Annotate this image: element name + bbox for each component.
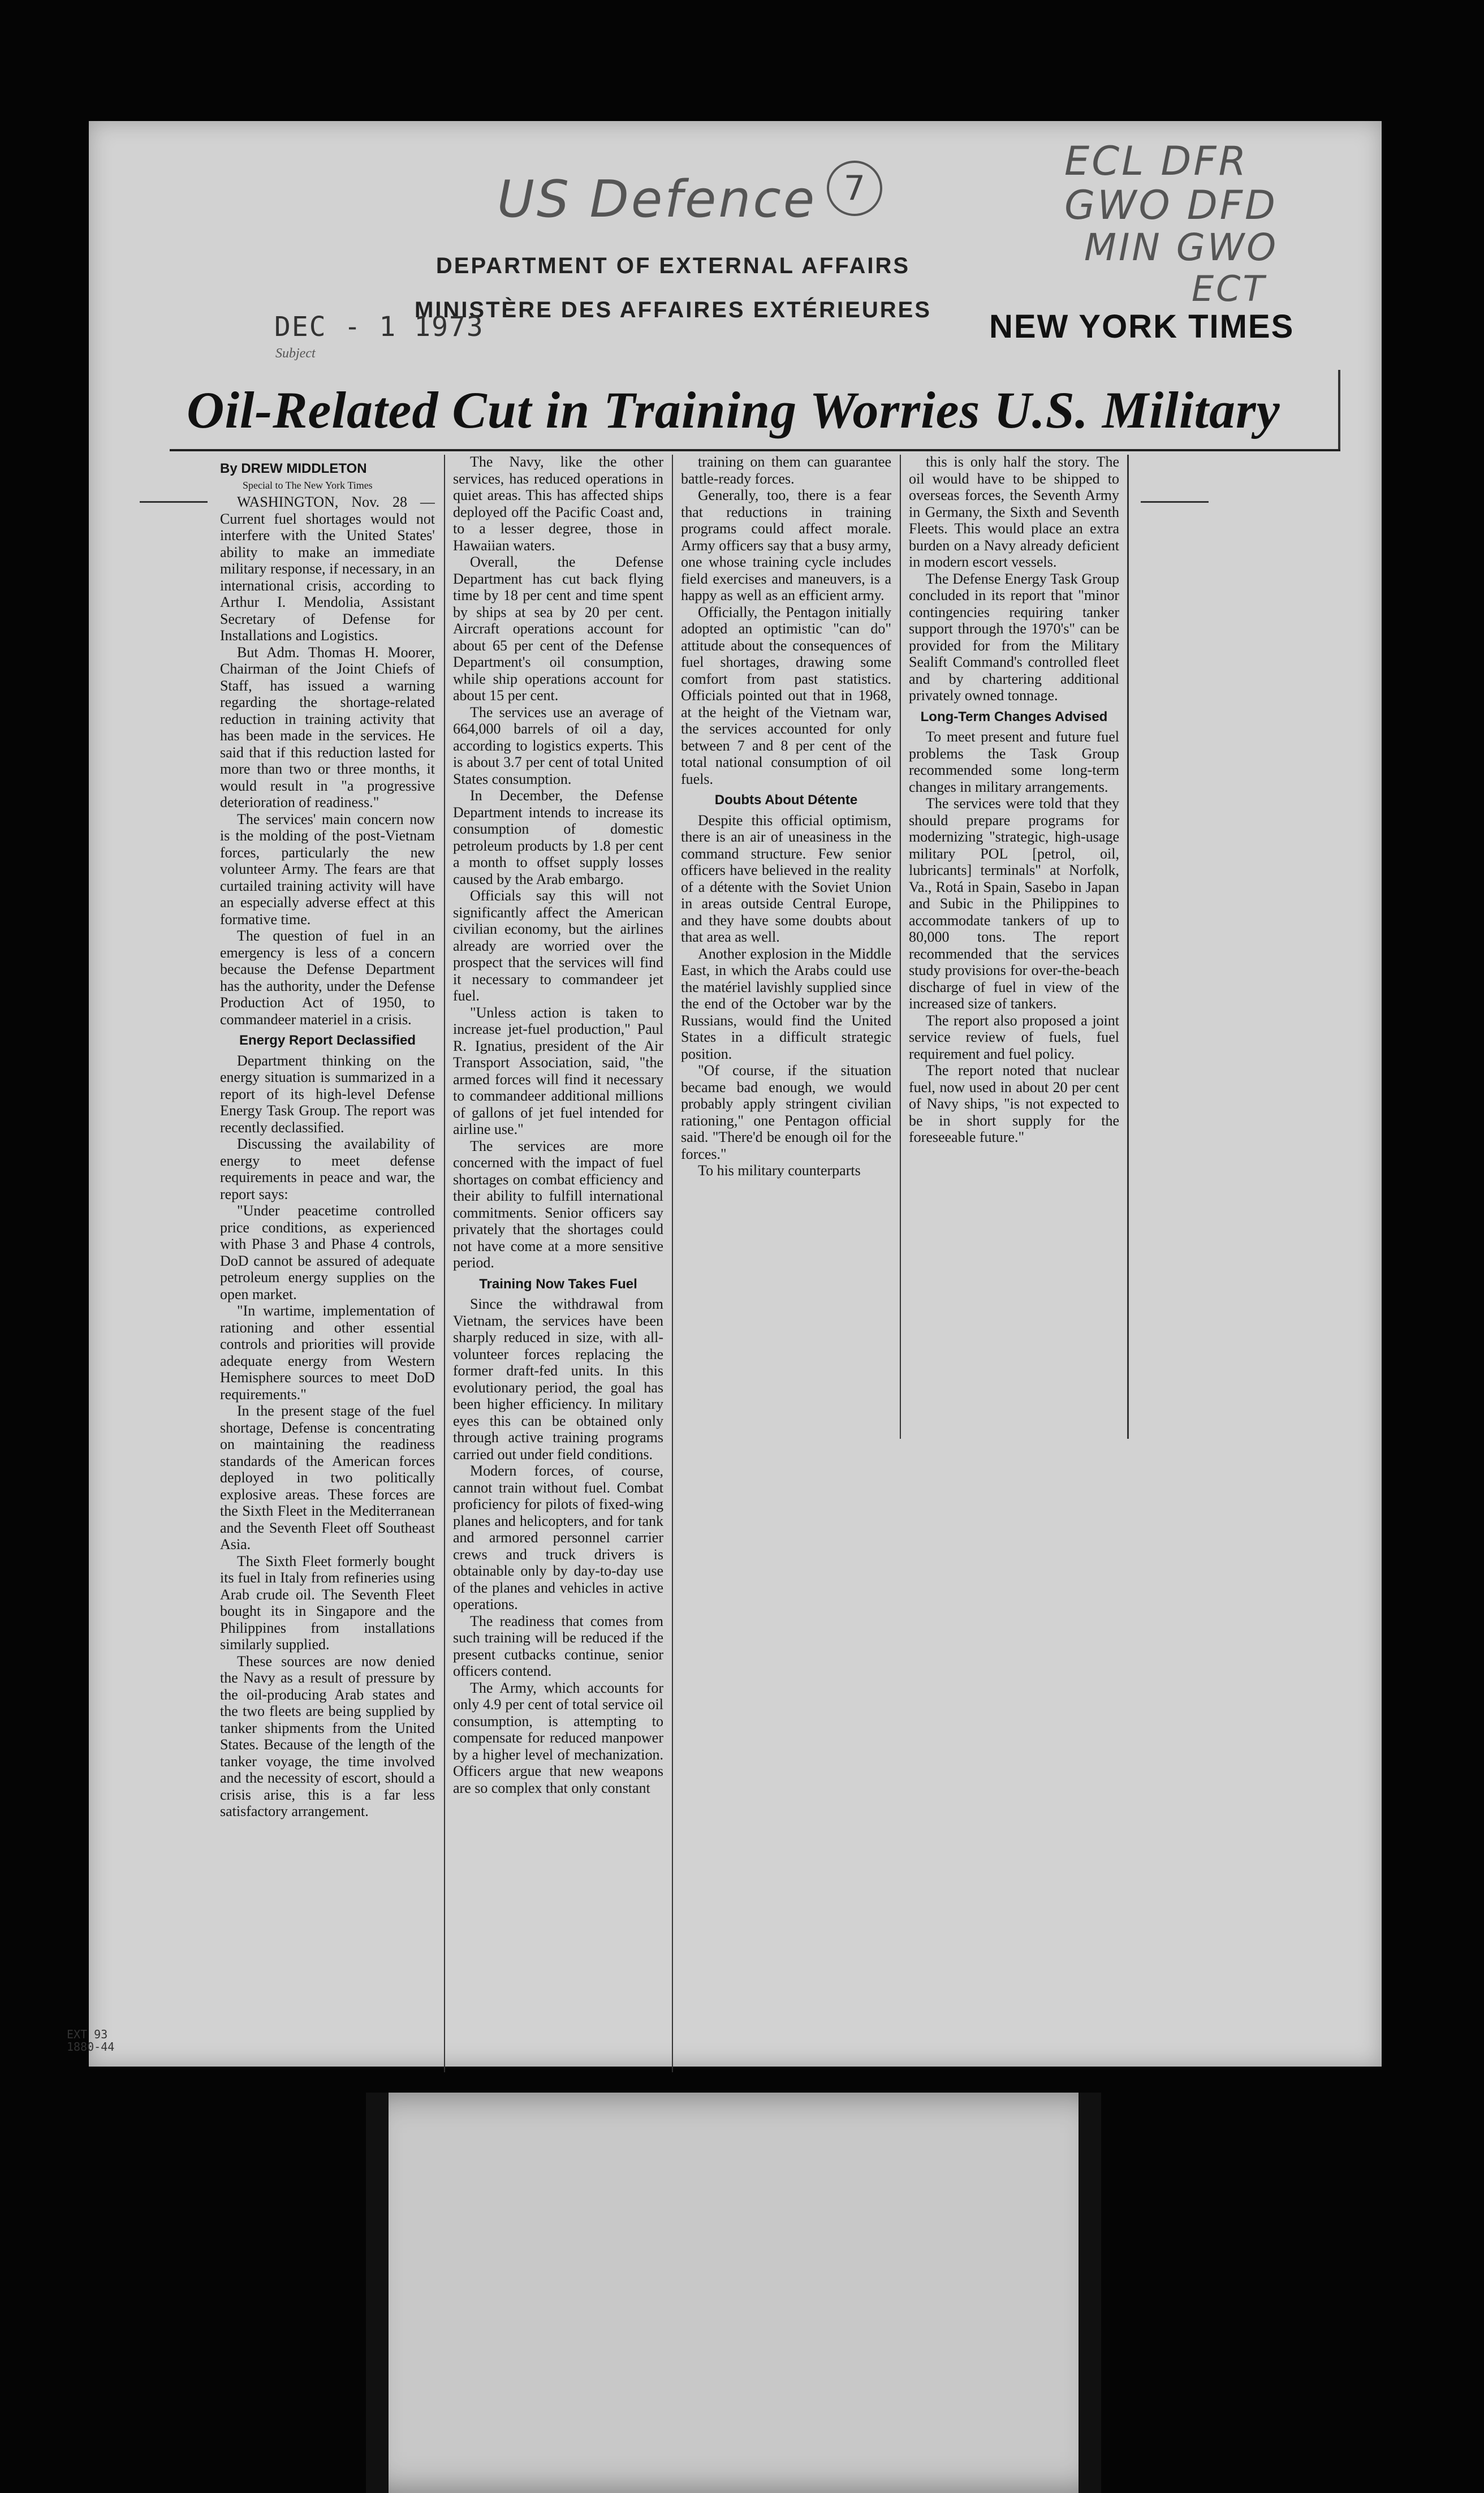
subheading-energy-report: Energy Report Declassified xyxy=(239,1033,416,1048)
headline-right-rule xyxy=(1338,370,1340,449)
article-paragraph: The services' main concern now is the molding of the post-Vietnam forces, particularly the new volunteer Army. The fears are that curtailed training activity will have an especially adverse effect at this formative time. xyxy=(220,810,435,928)
article-column-4 xyxy=(909,454,1119,1435)
backing-sheet xyxy=(366,2093,1101,2493)
column-4-paragraphs xyxy=(909,454,1119,704)
routing-note-3: MIN GWO xyxy=(1084,226,1279,269)
handwritten-subject: US Defence xyxy=(497,170,817,229)
form-code: EXT 93 1880-44 xyxy=(67,2028,115,2054)
article-paragraph: Overall, the Defense Department has cut back flying time by 18 per cent and time spent by ships at sea by 20 per cent. Aircraft operations account for about 65 per cent of the Defense Department's oil consumption, while ship operations account for about 15 per cent. xyxy=(453,554,663,704)
department-french: MINISTÈRE DES AFFAIRES EXTÉRIEURES xyxy=(415,297,931,322)
margin-mark-right xyxy=(1141,501,1209,503)
article-paragraph: Officially, the Pentagon initially adopted an optimistic "can do" attitude about the consequences of fuel shortages, drawing some comfort from past statistics. Officials pointed out that in 1968, at the height of the Vietnam war, the services accounted for only between 7 and 8 per cent of the total national consumption of oil fuels. xyxy=(681,603,891,787)
backing-edge-left xyxy=(366,2093,389,2493)
article-paragraph: Despite this official optimism, there is an air of uneasiness in the command structure. Few senior officers have believed in the reality of a détente with the Soviet Union in areas outside Central Europe, and they have some doubts about that area as well. xyxy=(681,812,891,945)
article-paragraph: "Under peacetime controlled price conditions, as experienced with Phase 3 and Phase 4 controls, DoD cannot be assured of adequate petroleum energy supplies on the open market. xyxy=(220,1202,435,1302)
column-rule-2 xyxy=(672,455,673,2072)
article-column-2 xyxy=(453,454,663,2088)
headline: Oil-Related Cut in Training Worries U.S. Military xyxy=(187,381,1280,439)
article-paragraph: "Of course, if the situation became bad enough, we would probably apply stringent civilian rationing," one Pentagon official said. "There'd be enough oil for the forces." xyxy=(681,1062,891,1162)
column-rule-1 xyxy=(444,455,445,2072)
department-english: DEPARTMENT OF EXTERNAL AFFAIRS xyxy=(435,253,911,278)
article-paragraph: "Unless action is taken to increase jet-fuel production," Paul R. Ignatius, president of the Air Transport Association, said, "the armed forces will find it necessary to commandeer additional millions of gallons of jet fuel intended for airline use." xyxy=(453,1004,663,1137)
article-paragraph: In the present stage of the fuel shortage, Defense is concentrating on maintaining the readiness standards of the American forces deployed in two politically explosive areas. These forces are the Sixth Fleet in the Mediterranean and the Seventh Fleet off Southeast Asia. xyxy=(220,1403,435,1552)
column-3b-paragraphs xyxy=(681,812,891,1179)
article-column-1 xyxy=(220,460,435,2067)
article-paragraph: The Defense Energy Task Group concluded in its report that "minor contingencies requiring tanker support through the 1970's" can be provided for from the Military Sealift Command's controlled fleet and by chartering additional privately owned tonnage. xyxy=(909,570,1119,704)
subject-label: Subject xyxy=(275,346,316,361)
byline: By DREW MIDDLETON xyxy=(220,461,367,476)
article-paragraph: The services were told that they should prepare programs for modernizing "strategic, high-usage military POL [petrol, oil, lubricants] terminals" at Norfolk, Va., Rotá in Spain, Sasebo in Japan and Subic in the Philippines to accommodate tankers of up to 80,000 tons. The report recommended that the services study provisions for over-the-beach discharge of fuel in view of the increased size of tankers. xyxy=(909,795,1119,1012)
article-column-3 xyxy=(681,454,891,1432)
article-paragraph: Since the withdrawal from Vietnam, the services have been sharply reduced in size, with all-volunteer forces replacing the former draft-fed units. In this evolutionary period, the goal has been higher efficiency. In military eyes this can be obtained only through active training programs carried out under field conditions. xyxy=(453,1296,663,1463)
article-paragraph: Generally, too, there is a fear that reductions in training programs could affect morale. Army officers say that a busy army, one whose training cycle includes field exercises and maneuvers, is a happy as well as an efficient army. xyxy=(681,487,891,603)
column-1-paragraphs xyxy=(220,494,435,1028)
article-paragraph: The Army, which accounts for only 4.9 per cent of total service oil consumption, is attempting to compensate for reduced manpower by a higher level of mechanization. Officers argue that new weapons are so complex that only constant xyxy=(453,1679,663,1796)
article-paragraph: The readiness that comes from such training will be reduced if the present cutbacks continue, senior officers contend. xyxy=(453,1612,663,1679)
article-paragraph: Modern forces, of course, cannot train without fuel. Combat proficiency for pilots of fixed-wing planes and helicopters, and for tank and armored personnel carrier crews and truck drivers is obtainable only by day-to-day use of the planes and vehicles in active operations. xyxy=(453,1463,663,1612)
circled-number xyxy=(827,161,882,216)
column-rule-3 xyxy=(900,455,901,1439)
article-paragraph: But Adm. Thomas H. Moorer, Chairman of the Joint Chiefs of Staff, has issued a warning regarding the shortage-related reduction in training activity that has been made in the services. He said that if this reduction lasted for more than two or three months, it would result in "a progressive deterioration of readiness." xyxy=(220,644,435,810)
article-paragraph: The report noted that nuclear fuel, now used in about 20 per cent of Navy ships, "is not expected to be in short supply for the foreseeable future." xyxy=(909,1062,1119,1145)
column-2-paragraphs xyxy=(453,454,663,1271)
article-paragraph: this is only half the story. The oil would have to be shipped to overseas forces, the Seventh Army in Germany, the Sixth and Seventh Fleets. This would place an extra burden on a Navy already deficient in modern escort vessels. xyxy=(909,454,1119,570)
article-paragraph: To meet present and future fuel problems the Task Group recommended some long-term changes in military arrangements. xyxy=(909,728,1119,795)
circled-number-text: 7 xyxy=(843,169,866,208)
subheading-long-term: Long-Term Changes Advised xyxy=(920,709,1108,724)
routing-note-4: ECT xyxy=(1192,268,1267,309)
newspaper-source: NEW YORK TIMES xyxy=(989,308,1295,345)
article-paragraph: "In wartime, implementation of rationing and other essential controls and priorities will provide adequate energy from Western Hemisphere sources to meet DoD requirements." xyxy=(220,1302,435,1403)
headline-box xyxy=(170,370,1340,451)
subheading-detente: Doubts About Détente xyxy=(714,792,858,808)
backing-edge-right xyxy=(1079,2093,1101,2493)
byline-credit: Special to The New York Times xyxy=(243,479,373,491)
article-paragraph: The Sixth Fleet formerly bought its fuel in Italy from refineries using Arab crude oil. The Seventh Fleet bought its in Singapore and the Philippines from installations similarly supplied. xyxy=(220,1552,435,1653)
article-paragraph: Discussing the availability of energy to meet defense requirements in peace and war, the report says: xyxy=(220,1136,435,1202)
column-4b-paragraphs xyxy=(909,728,1119,1146)
article-paragraph: Officials say this will not significantly affect the American civilian economy, but the airlines already are worried over the prospect that the services will find it necessary to commandeer jet fuel. xyxy=(453,887,663,1004)
column-2b-paragraphs xyxy=(453,1296,663,1796)
routing-note-1: ECL DFR xyxy=(1064,138,1249,184)
article-paragraph: To his military counterparts xyxy=(698,1162,861,1179)
article-paragraph: WASHINGTON, Nov. 28 — Current fuel shortages would not interfere with the United States' ability to make an immediate military response, if necessary, in an international crisis, according to Arthur I. Mendolia, Assistant Secretary of Defense for Installations and Logistics. xyxy=(220,494,435,644)
column-1b-paragraphs xyxy=(220,1053,435,1820)
article-paragraph: The services are more concerned with the impact of fuel shortages on combat efficiency and their ability to fulfill international commitments. Senior officers say privately that the shortages could not have come at a more sensitive period. xyxy=(453,1137,663,1271)
article-paragraph: The Navy, like the other services, has reduced operations in quiet areas. This has affected ships deployed off the Pacific Coast and, to a lesser degree, those in Hawaiian waters. xyxy=(453,454,663,554)
article-paragraph: Another explosion in the Middle East, in which the Arabs could use the matériel lavishly supplied since the end of the October war by the Russians, would find the United States in a difficult strategic position. xyxy=(681,945,891,1062)
article-paragraph: training on them can guarantee battle-ready forces. xyxy=(681,454,891,487)
article-paragraph: These sources are now denied the Navy as a result of pressure by the oil-producing Arab states and the two fleets are being supplied by tanker shipments from the United States. Because of the length of the tanker voyage, the time involved and the necessity of escort, should a crisis arise, this is a far less satisfactory arrangement. xyxy=(220,1653,435,1819)
clipping-sheet xyxy=(89,121,1382,2067)
routing-note-2: GWO DFD xyxy=(1064,182,1278,228)
column-rule-4 xyxy=(1127,455,1129,1439)
article-paragraph: The question of fuel in an emergency is less of a concern because the Defense Department has the authority, under the Defense Production Act of 1950, to commandeer materiel in a crisis. xyxy=(220,928,435,1028)
article-paragraph: The services use an average of 664,000 barrels of oil a day, according to logistics experts. This is about 3.7 per cent of total United States consumption. xyxy=(453,704,663,787)
article-paragraph: In December, the Defense Department intends to increase its consumption of domestic petroleum products by 1.8 per cent a month to offset supply losses caused by the Arab embargo. xyxy=(453,787,663,887)
date-stamp: DEC - 1 1973 xyxy=(274,311,484,343)
article-paragraph: Department thinking on the energy situation is summarized in a report of its high-level Defense Energy Task Group. The report was recently declassified. xyxy=(220,1052,435,1136)
column-3-paragraphs xyxy=(681,454,891,787)
margin-mark-left xyxy=(140,501,208,503)
article-paragraph: The report also proposed a joint service review of fuels, fuel requirement and fuel policy. xyxy=(909,1012,1119,1062)
subheading-training-fuel: Training Now Takes Fuel xyxy=(479,1276,637,1292)
